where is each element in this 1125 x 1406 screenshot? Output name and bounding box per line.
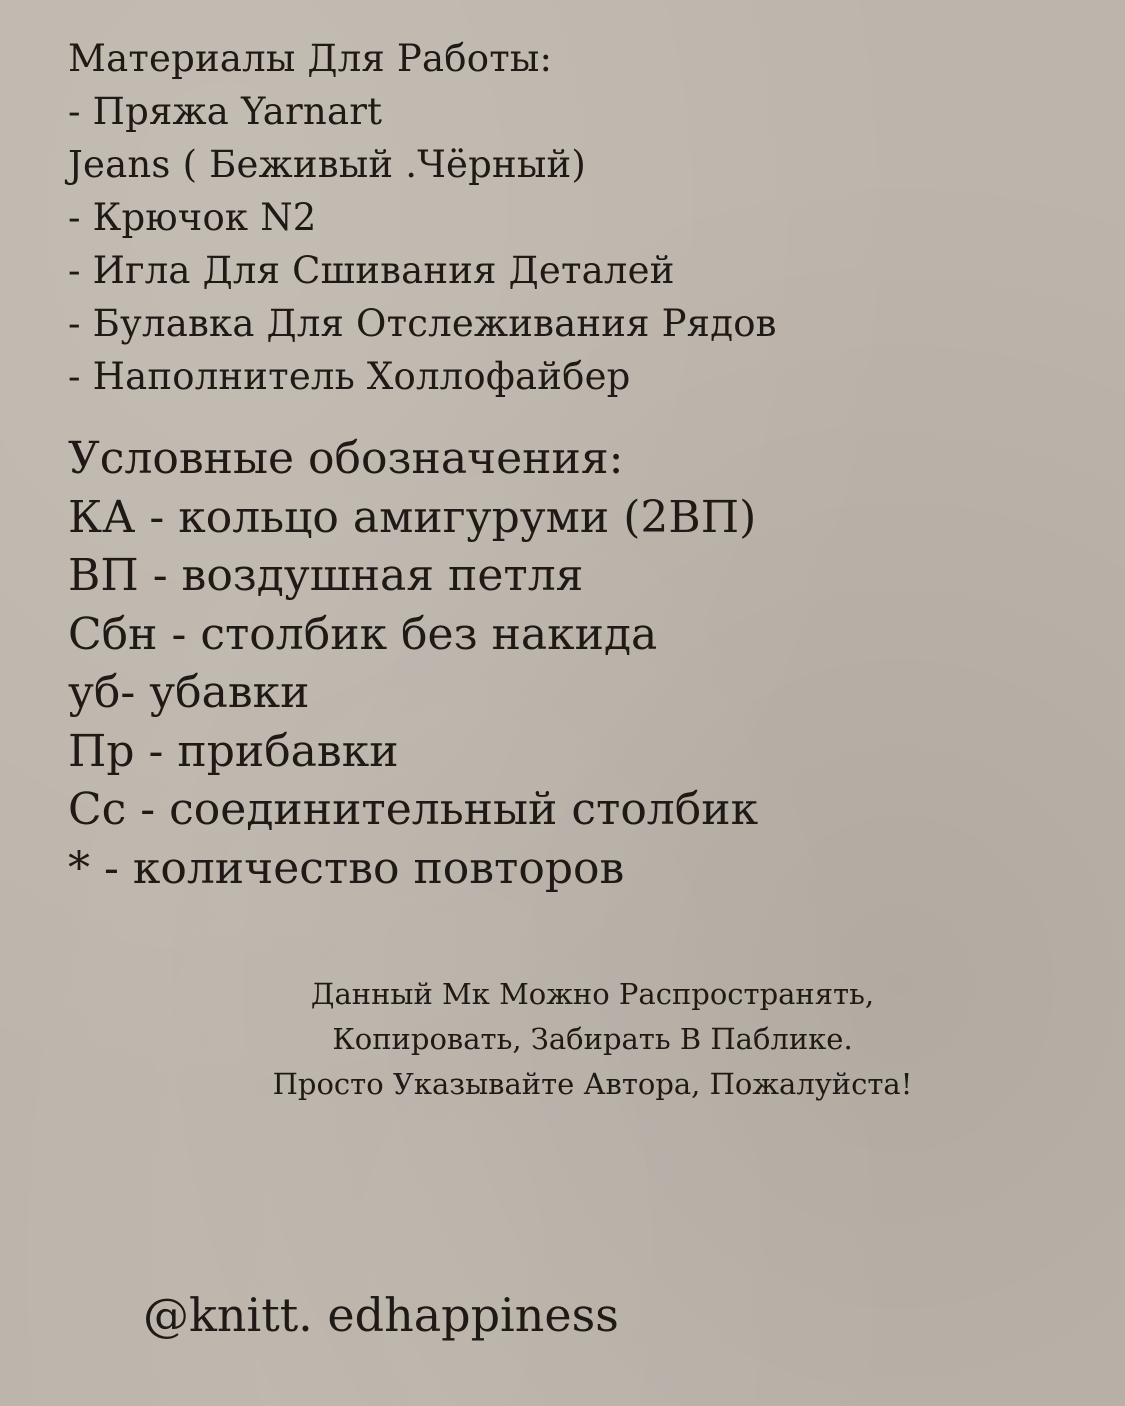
materials-item: - Игла Для Сшивания Деталей (68, 249, 675, 292)
copyright-notice (0, 972, 1125, 1107)
legend-item: КА - кольцо амигуруми (2ВП) (68, 491, 757, 543)
legend-item: уб- убавки (68, 667, 310, 718)
legend-item: Сбн - столбик без накида (68, 608, 658, 660)
notice-line: Просто Указывайте Автора, Пожалуйста! (272, 1067, 913, 1101)
materials-item: - Булавка Для Отслеживания Рядов (68, 302, 777, 345)
legend-heading: Условные обозначения: (68, 433, 624, 484)
legend-item: * - количество повторов (68, 842, 625, 894)
author-handle: @knitt. edhappiness (143, 1288, 619, 1342)
materials-item: - Пряжа Yarnart (68, 90, 383, 133)
legend-item: Сс - соединительный столбик (68, 784, 759, 835)
legend-section (68, 430, 1068, 898)
notice-line: Данный Мк Можно Распространять, (310, 977, 875, 1011)
legend-item: ВП - воздушная петля (68, 550, 584, 601)
legend-item: Пр - прибавки (68, 725, 399, 777)
materials-heading: Материалы Для Работы: (68, 37, 553, 80)
materials-item: - Крючок N2 (68, 196, 317, 239)
notice-line: Копировать, Забирать В Паблике. (332, 1022, 853, 1056)
materials-item: - Наполнитель Холлофайбер (68, 355, 631, 398)
materials-section (68, 32, 1068, 403)
materials-item: Jeans ( Беживый .Чёрный) (68, 143, 586, 186)
